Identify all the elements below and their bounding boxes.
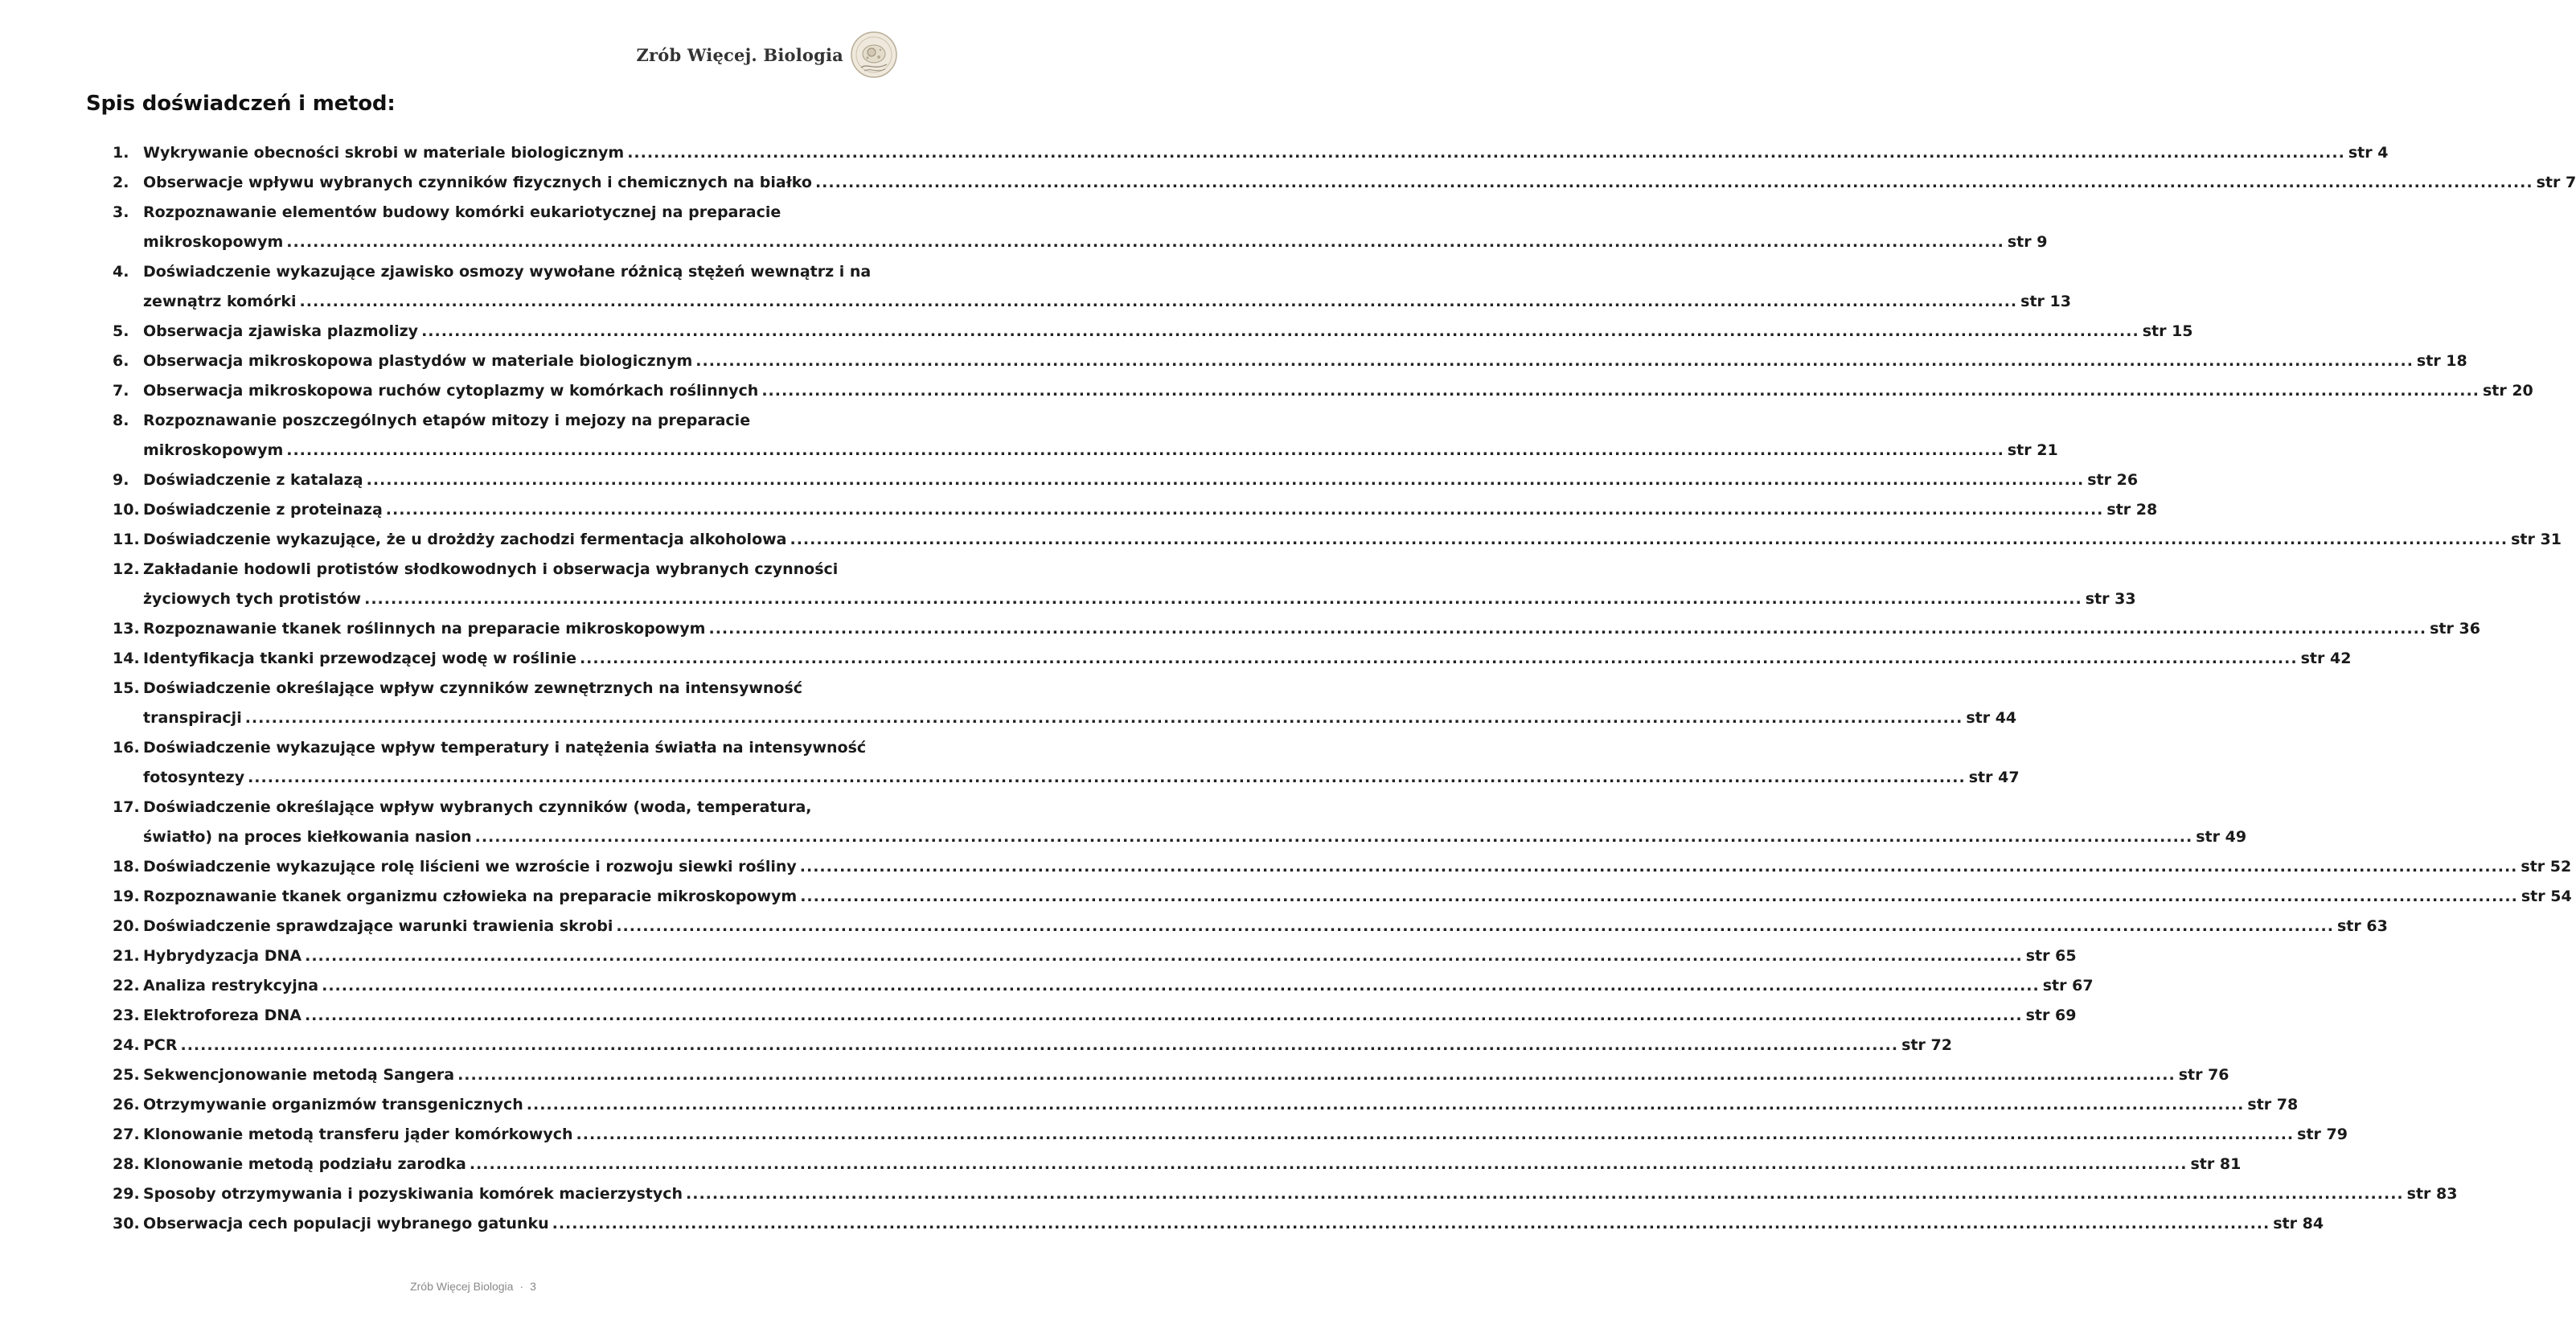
- toc-item-title: Sposoby otrzymywania i pozyskiwania komórek macierzystych: [143, 1185, 683, 1203]
- toc-item: [113, 1150, 2242, 1179]
- toc-item: [113, 495, 2158, 525]
- toc-item-title: Doświadczenie określające wpływ wybranych czynników (woda, temperatura,: [143, 798, 812, 816]
- toc-page-ref: str 79: [2297, 1126, 2348, 1143]
- toc-item: [113, 793, 2247, 852]
- toc-item-title: Doświadczenie sprawdzające warunki trawienia skrobi: [143, 917, 613, 935]
- toc-item-title: Obserwacja mikroskopowa ruchów cytoplazmy w komórkach roślinnych: [143, 382, 759, 400]
- dot-leader: ....................................................................................................................................................................................................................................................................: [421, 322, 2139, 340]
- toc-page-ref: str 36: [2430, 620, 2480, 638]
- toc-item-number: 4.: [113, 263, 129, 281]
- dot-leader: ....................................................................................................................................................................................................................................................................: [814, 174, 2533, 191]
- dot-leader: ....................................................................................................................................................................................................................................................................: [761, 382, 2480, 400]
- toc-page-ref: str 28: [2106, 501, 2158, 519]
- toc-item: [113, 1120, 2348, 1150]
- toc-item-number: 11.: [113, 531, 140, 548]
- toc-item-title: Rozpoznawanie tkanek roślinnych na preparacie mikroskopowym: [143, 620, 706, 638]
- page-title: Spis doświadczeń i metod:: [86, 92, 396, 116]
- dot-leader: ....................................................................................................................................................................................................................................................................: [686, 1185, 2404, 1203]
- dot-leader: ....................................................................................................................................................................................................................................................................: [799, 858, 2518, 876]
- toc-item-title: Doświadczenie wykazujące wpływ temperatury i natężenia światła na intensywność: [143, 739, 867, 757]
- toc-item: [113, 168, 2576, 198]
- toc-page-ref: str 21: [2007, 441, 2058, 459]
- toc-item: [113, 1001, 2077, 1031]
- toc-item-title: Sekwencjonowanie metodą Sangera: [143, 1066, 455, 1084]
- toc-page-ref: str 13: [2020, 293, 2071, 310]
- toc-item: [113, 1209, 2324, 1239]
- toc-page-ref: str 52: [2521, 858, 2572, 876]
- dot-leader: ....................................................................................................................................................................................................................................................................: [695, 352, 2414, 370]
- toc-item-title: mikroskopowym: [143, 441, 284, 459]
- toc-item: [113, 525, 2562, 555]
- toc-item-title: Doświadczenie z proteinazą: [143, 501, 383, 519]
- toc-item-number: 29.: [113, 1185, 140, 1203]
- toc-item-title: Obserwacja zjawiska plazmolizy: [143, 322, 419, 340]
- brand-header: [636, 31, 898, 79]
- dot-leader: ....................................................................................................................................................................................................................................................................: [790, 531, 2508, 548]
- toc-item: [113, 555, 2136, 614]
- toc-item: [113, 852, 2572, 882]
- toc-page-ref: str 7: [2536, 174, 2576, 191]
- toc-item-number: 16.: [113, 739, 140, 757]
- toc-item-title: Doświadczenie wykazujące, że u drożdży zachodzi fermentacja alkoholowa: [143, 531, 787, 548]
- toc-page-ref: str 72: [1901, 1036, 1952, 1054]
- toc-item-number: 22.: [113, 977, 140, 994]
- toc-item-number: 10.: [113, 501, 140, 519]
- dot-leader: ....................................................................................................................................................................................................................................................................: [627, 144, 2345, 162]
- toc-page-ref: str 65: [2025, 947, 2077, 965]
- toc-item-title: Obserwacja cech populacji wybranego gatunku: [143, 1215, 549, 1232]
- toc-item: [113, 347, 2467, 376]
- toc-item-number: 19.: [113, 888, 140, 905]
- toc-item-number: 20.: [113, 917, 140, 935]
- dot-leader: ....................................................................................................................................................................................................................................................................: [366, 471, 2085, 489]
- toc-item-number: 13.: [113, 620, 140, 638]
- toc-item-number: 12.: [113, 560, 140, 578]
- toc-item-title: Doświadczenie określające wpływ czynników zewnętrznych na intensywność: [143, 679, 803, 697]
- dot-leader: ....................................................................................................................................................................................................................................................................: [457, 1066, 2176, 1084]
- dot-leader: ....................................................................................................................................................................................................................................................................: [286, 233, 2004, 251]
- toc-item: [113, 941, 2077, 971]
- toc-item: [113, 971, 2094, 1001]
- toc-page-ref: str 84: [2273, 1215, 2324, 1232]
- toc-item-title: Hybrydyzacja DNA: [143, 947, 302, 965]
- toc-item-number: 9.: [113, 471, 129, 489]
- toc-item: [113, 1031, 1952, 1060]
- toc-page-ref: str 4: [2348, 144, 2389, 162]
- dot-leader: ....................................................................................................................................................................................................................................................................: [299, 293, 2018, 310]
- toc-page-ref: str 47: [1968, 769, 2020, 786]
- toc-item-number: 5.: [113, 322, 129, 340]
- toc-item-number: 6.: [113, 352, 129, 370]
- toc-item-title: Doświadczenie wykazujące rolę liścieni we wzroście i rozwoju siewki rośliny: [143, 858, 797, 876]
- dot-leader: ....................................................................................................................................................................................................................................................................: [469, 1155, 2188, 1173]
- toc-page-ref: str 83: [2406, 1185, 2458, 1203]
- toc-page-ref: str 63: [2336, 917, 2388, 935]
- dot-leader: ....................................................................................................................................................................................................................................................................: [304, 1007, 2023, 1024]
- dot-leader: ....................................................................................................................................................................................................................................................................: [474, 828, 2193, 846]
- cell-seal-icon: [850, 31, 898, 79]
- toc-item-title: Rozpoznawanie poszczególnych etapów mitozy i mejozy na preparacie: [143, 412, 751, 429]
- dot-leader: ....................................................................................................................................................................................................................................................................: [305, 947, 2023, 965]
- page-footer: [0, 1280, 946, 1293]
- toc-item-title: światło) na proces kiełkowania nasion: [143, 828, 472, 846]
- toc-item: [113, 1060, 2229, 1090]
- toc-item: [113, 138, 2389, 168]
- toc-item-title: fotosyntezy: [143, 769, 245, 786]
- toc-item: [113, 674, 2017, 733]
- dot-leader: ....................................................................................................................................................................................................................................................................: [180, 1036, 1899, 1054]
- toc-item-title: Obserwacje wpływu wybranych czynników fizycznych i chemicznych na białko: [143, 174, 812, 191]
- toc-page-ref: str 20: [2482, 382, 2533, 400]
- dot-leader: ....................................................................................................................................................................................................................................................................: [576, 1126, 2295, 1143]
- toc-item-number: 14.: [113, 650, 140, 667]
- toc-item-number: 17.: [113, 798, 140, 816]
- dot-leader: ....................................................................................................................................................................................................................................................................: [616, 917, 2334, 935]
- toc-item-number: 1.: [113, 144, 129, 162]
- toc-item-number: 26.: [113, 1096, 140, 1113]
- toc-item: [113, 406, 2058, 465]
- dot-leader: ....................................................................................................................................................................................................................................................................: [708, 620, 2427, 638]
- table-of-contents: [113, 138, 2576, 1239]
- toc-item: [113, 1179, 2458, 1209]
- toc-item-title: Klonowanie metodą transferu jąder komórkowych: [143, 1126, 573, 1143]
- toc-page-ref: str 69: [2025, 1007, 2077, 1024]
- toc-item-number: 7.: [113, 382, 129, 400]
- toc-item-title: Zakładanie hodowli protistów słodkowodnych i obserwacja wybranych czynności: [143, 560, 839, 578]
- toc-item-title: Rozpoznawanie elementów budowy komórki eukariotycznej na preparacie: [143, 203, 781, 221]
- toc-page-ref: str 9: [2007, 233, 2048, 251]
- footer-page-number: 3: [530, 1280, 536, 1293]
- dot-leader: ....................................................................................................................................................................................................................................................................: [579, 650, 2298, 667]
- toc-item: [113, 882, 2572, 912]
- toc-item-title: Doświadczenie z katalazą: [143, 471, 363, 489]
- toc-item-number: 30.: [113, 1215, 140, 1232]
- dot-leader: ....................................................................................................................................................................................................................................................................: [286, 441, 2004, 459]
- toc-item-title: Elektroforeza DNA: [143, 1007, 301, 1024]
- toc-item-title: Klonowanie metodą podziału zarodka: [143, 1155, 466, 1173]
- toc-item: [113, 1090, 2299, 1120]
- toc-page-ref: str 26: [2087, 471, 2139, 489]
- dot-leader: ....................................................................................................................................................................................................................................................................: [248, 769, 1966, 786]
- dot-leader: ....................................................................................................................................................................................................................................................................: [244, 709, 1963, 727]
- toc-item-number: 8.: [113, 412, 129, 429]
- brand-name: Zrób Więcej. Biologia: [636, 44, 843, 65]
- toc-item-number: 2.: [113, 174, 129, 191]
- toc-item: [113, 465, 2139, 495]
- toc-item-title: PCR: [143, 1036, 178, 1054]
- toc-page-ref: str 81: [2190, 1155, 2242, 1173]
- footer-separator: ·: [519, 1280, 524, 1293]
- toc-page-ref: str 78: [2247, 1096, 2299, 1113]
- toc-item-number: 25.: [113, 1066, 140, 1084]
- toc-item: [113, 912, 2388, 941]
- toc-item-number: 15.: [113, 679, 140, 697]
- toc-item-title: Analiza restrykcyjna: [143, 977, 319, 994]
- toc-item: [113, 614, 2480, 644]
- toc-item: [113, 644, 2352, 674]
- toc-page-ref: str 49: [2196, 828, 2247, 846]
- toc-item-number: 3.: [113, 203, 129, 221]
- toc-page-ref: str 15: [2142, 322, 2193, 340]
- dot-leader: ....................................................................................................................................................................................................................................................................: [364, 590, 2082, 608]
- toc-item: [113, 733, 2020, 793]
- toc-item-number: 24.: [113, 1036, 140, 1054]
- toc-item-number: 27.: [113, 1126, 140, 1143]
- toc-item-title: Wykrywanie obecności skrobi w materiale biologicznym: [143, 144, 625, 162]
- toc-item: [113, 376, 2533, 406]
- toc-page-ref: str 44: [1966, 709, 2017, 727]
- toc-page-ref: str 54: [2521, 888, 2572, 905]
- toc-item-title: Identyfikacja tkanki przewodzącej wodę w roślinie: [143, 650, 576, 667]
- dot-leader: ....................................................................................................................................................................................................................................................................: [322, 977, 2040, 994]
- toc-item: [113, 257, 2071, 317]
- toc-page-ref: str 67: [2042, 977, 2094, 994]
- toc-item-title: Otrzymywanie organizmów transgenicznych: [143, 1096, 523, 1113]
- dot-leader: ....................................................................................................................................................................................................................................................................: [526, 1096, 2245, 1113]
- footer-text: Zrób Więcej Biologia: [410, 1280, 514, 1293]
- toc-item-number: 28.: [113, 1155, 140, 1173]
- toc-item-title: życiowych tych protistów: [143, 590, 362, 608]
- toc-item: [113, 198, 2048, 257]
- toc-item-number: 21.: [113, 947, 140, 965]
- toc-item-title: mikroskopowym: [143, 233, 284, 251]
- toc-page-ref: str 76: [2178, 1066, 2229, 1084]
- dot-leader: ....................................................................................................................................................................................................................................................................: [800, 888, 2518, 905]
- toc-item-title: zewnątrz komórki: [143, 293, 297, 310]
- toc-item-title: Rozpoznawanie tkanek organizmu człowieka na preparacie mikroskopowym: [143, 888, 798, 905]
- toc-page-ref: str 33: [2085, 590, 2136, 608]
- toc-page-ref: str 42: [2300, 650, 2352, 667]
- toc-page-ref: str 18: [2416, 352, 2467, 370]
- toc-item-title: transpiracji: [143, 709, 242, 727]
- toc-item-number: 23.: [113, 1007, 140, 1024]
- toc-item-title: Obserwacja mikroskopowa plastydów w materiale biologicznym: [143, 352, 693, 370]
- toc-item-number: 18.: [113, 858, 140, 876]
- toc-page-ref: str 31: [2511, 531, 2562, 548]
- toc-item-title: Doświadczenie wykazujące zjawisko osmozy wywołane różnicą stężeń wewnątrz i na: [143, 263, 872, 281]
- dot-leader: ....................................................................................................................................................................................................................................................................: [385, 501, 2104, 519]
- toc-item: [113, 317, 2193, 347]
- dot-leader: ....................................................................................................................................................................................................................................................................: [552, 1215, 2270, 1232]
